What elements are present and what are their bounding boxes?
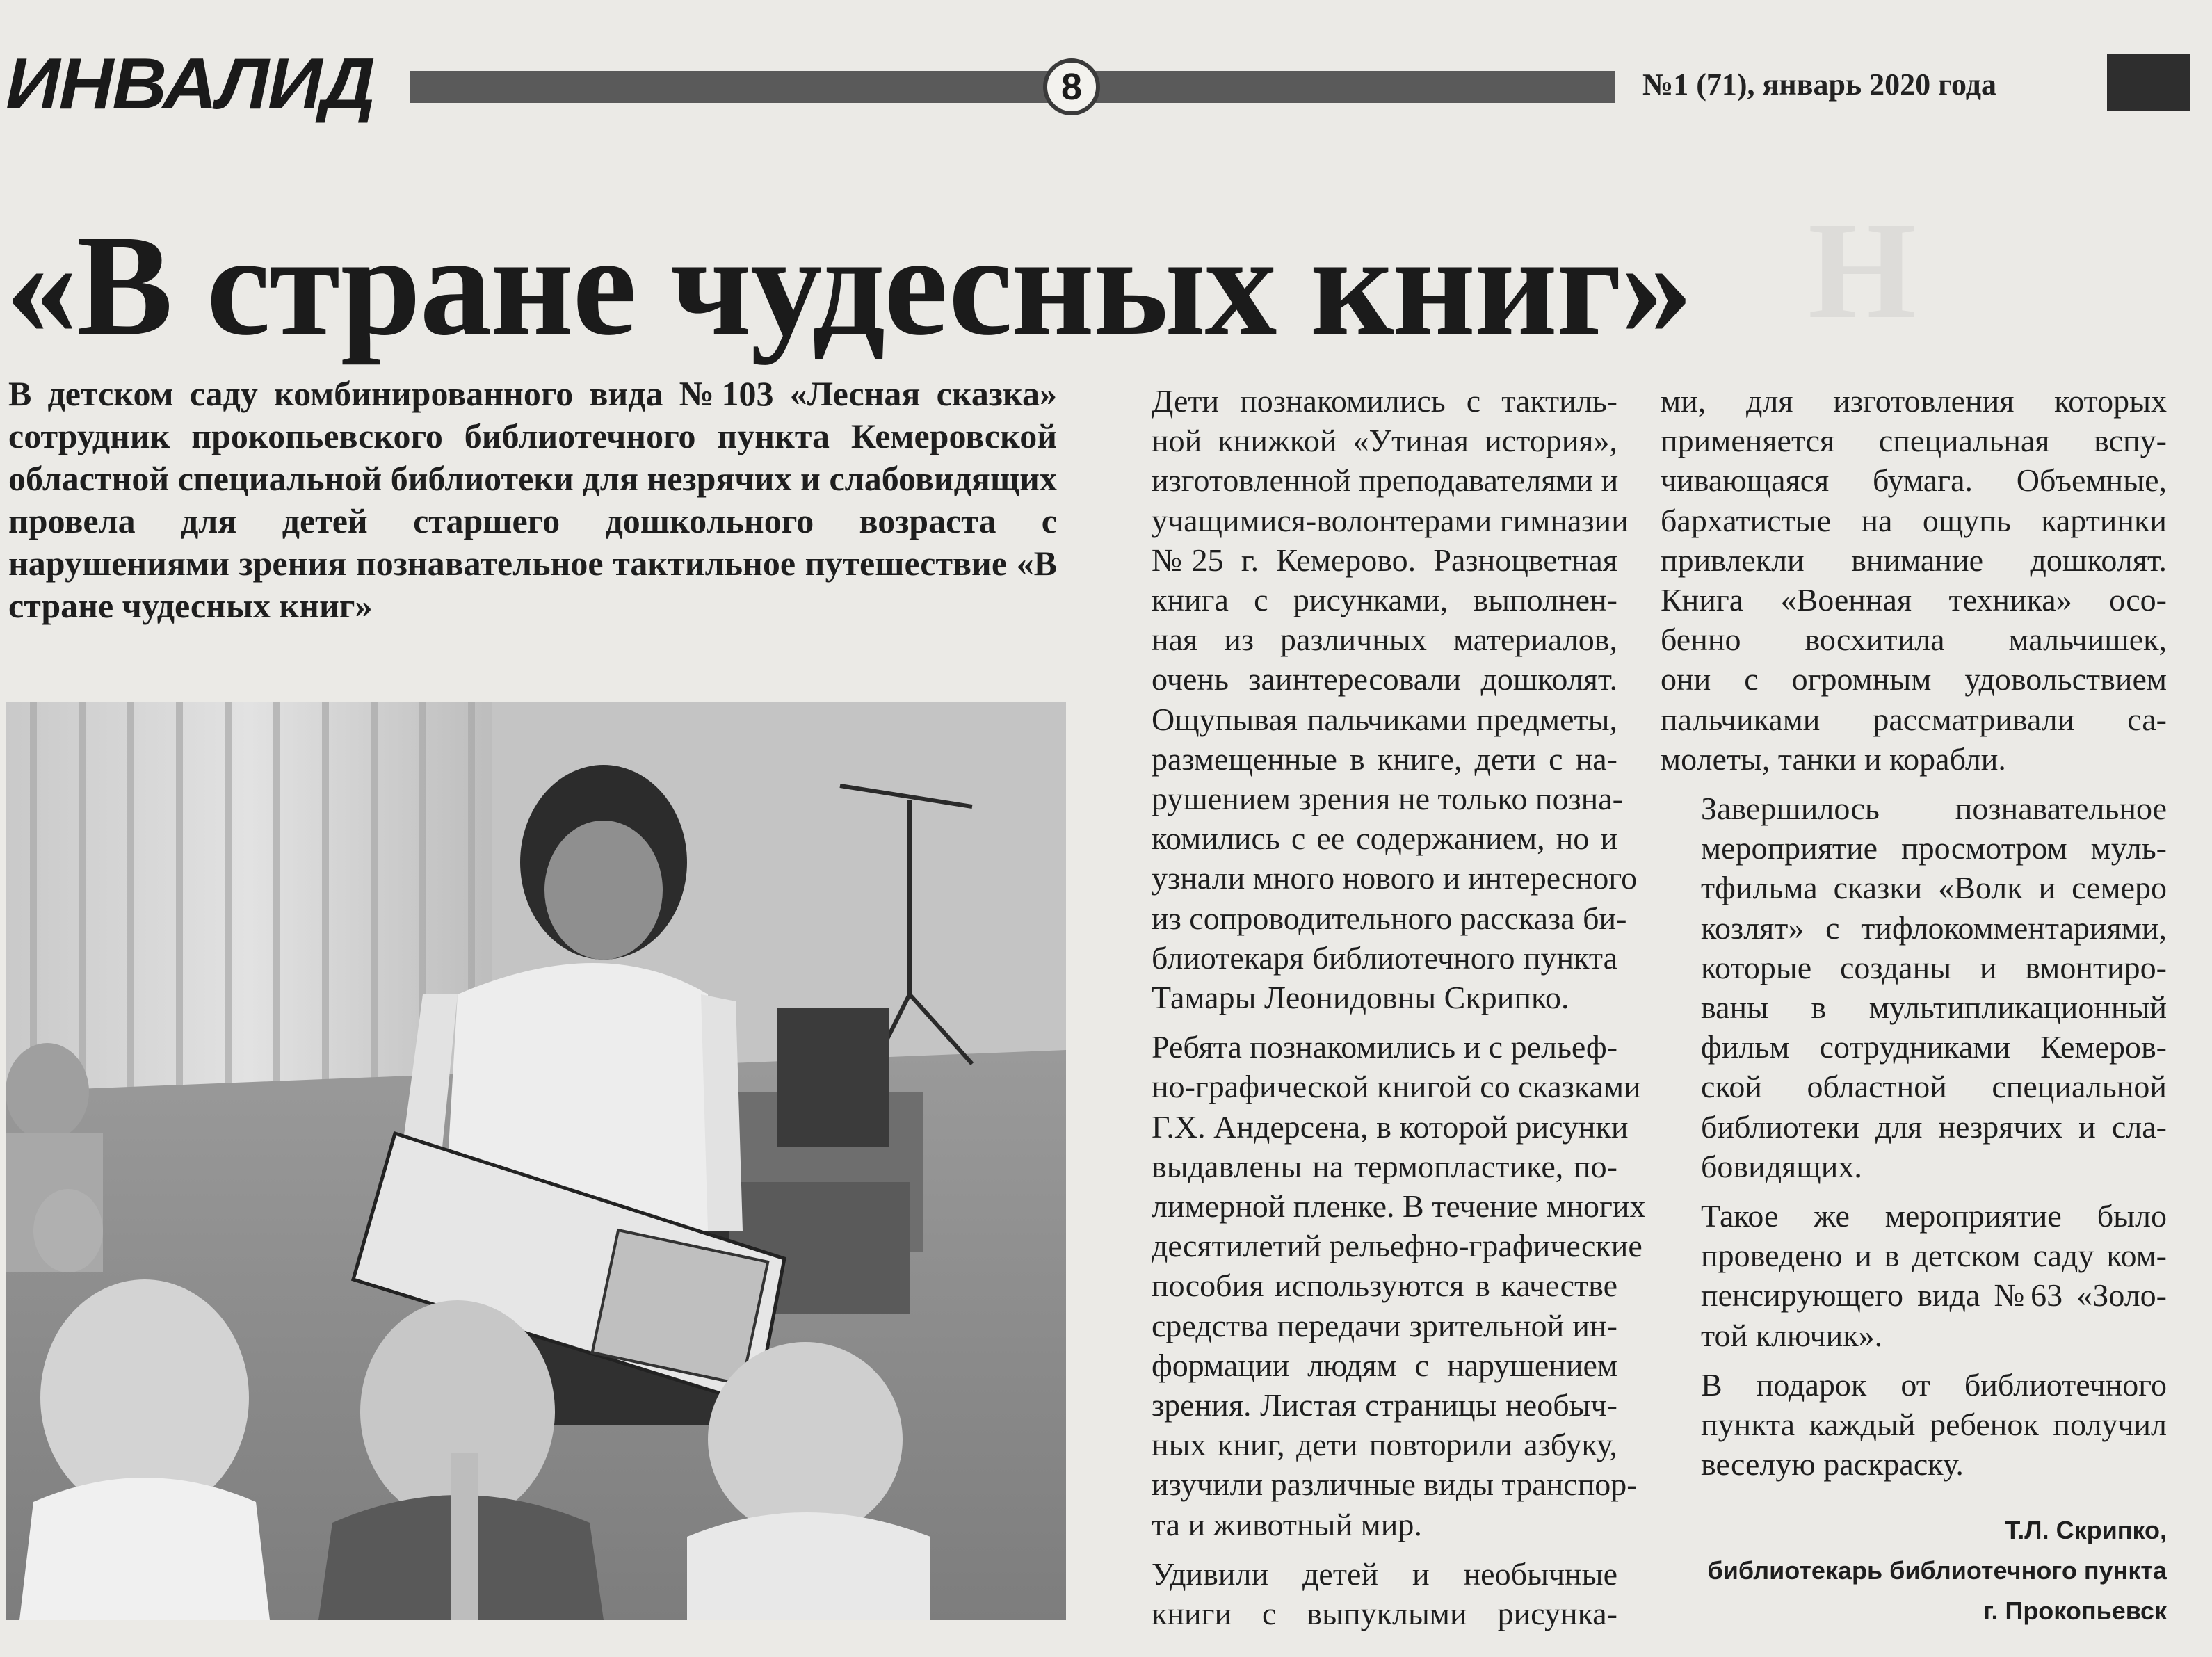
text-line: №25 г. Кемерово. Разноцветная (1152, 542, 1617, 578)
text-line: средства передачи зрительной ин- (1152, 1307, 1617, 1343)
text-line: чивающаяся бумага. Объемные, (1661, 462, 2167, 499)
text-line: лимерной пленке. В течение многих (1152, 1188, 1646, 1224)
text-line: В подарок от библиотечного (1701, 1366, 2167, 1403)
text-line: пункта каждый ребенок получил (1701, 1407, 2167, 1443)
text-line: изготовленной преподавателями и (1152, 462, 1619, 499)
text-line: Завершилось познавательное (1701, 791, 2167, 827)
article-lead: В детском саду комбинированного вида №103 «Лесная сказка» сотрудник прокопьевского библиотечного пункта Кемеровской областной специальной библиотеки для незрячих и слабовидящих провела для детей старшего дошкольного возраста с нарушениями зрения познавательное тактильное путешествие «В стране чудесных книг» (8, 374, 1057, 625)
page-number: 8 (1043, 58, 1100, 115)
article-headline: «В стране чудесных книг» (6, 205, 1692, 365)
text-line: книга с рисунками, выполнен- (1152, 582, 1617, 618)
author-position: библиотекарь библиотечного пункта (1707, 1556, 2167, 1585)
text-line: зрения. Листая страницы необыч- (1152, 1387, 1617, 1423)
text-line: десятилетий рельефно-графические (1152, 1228, 1642, 1264)
text-line: ных книг, дети повторили азбуку, (1152, 1427, 1617, 1463)
text-line: рушением зрения не только позна- (1152, 781, 1623, 817)
text-line: бархатистые на ощупь картинки (1661, 502, 2167, 538)
paragraph (1661, 1365, 2167, 1485)
text-line: изучили различные виды транспор- (1152, 1466, 1638, 1503)
text-line: фильм сотрудниками Кемеров- (1701, 1029, 2167, 1065)
text-line: блиотекаря библиотечного пункта (1152, 939, 1617, 976)
text-line: тфильма сказки «Волк и семеро (1701, 870, 2167, 906)
corner-block (2107, 54, 2190, 111)
text-line: бовидящих. (1701, 1148, 1862, 1184)
paragraph (1111, 381, 1638, 1017)
text-line: проведено и в детском саду ком- (1701, 1238, 2167, 1274)
masthead-rule (410, 71, 1615, 103)
text-line: пенсирующего вида №63 «Золо- (1701, 1277, 2167, 1314)
text-line: которые созданы и вмонтиро- (1701, 949, 2167, 985)
paragraph (1111, 1027, 1646, 1544)
text-line: размещенные в книге, дети с на- (1152, 741, 1617, 777)
article-photo (6, 702, 1066, 1620)
text-line: узнали много нового и интересного (1152, 860, 1638, 896)
article-column-1 (1111, 381, 1646, 1633)
text-line: они с огромным удовольствием (1661, 661, 2167, 697)
text-line: пальчиками рассматривали са- (1661, 701, 2167, 737)
issue-date: №1 (71), январь 2020 года (1642, 67, 1997, 102)
author-signature (1661, 1510, 2167, 1631)
author-city: г. Прокопьевск (1983, 1597, 2167, 1625)
text-line: бенно восхитила мальчишек, (1661, 622, 2167, 658)
text-line: ваны в мультипликационный (1701, 989, 2167, 1026)
newspaper-logo: ИНВАЛИД (6, 44, 375, 124)
text-line: Ощупывая пальчиками предметы, (1152, 701, 1617, 737)
text-line: Удивили детей и необычные (1152, 1555, 1617, 1592)
text-line: Ребята познакомились и с рельеф- (1152, 1029, 1618, 1065)
paragraph (1661, 1196, 2167, 1355)
text-line: той ключик». (1701, 1317, 1883, 1353)
text-line: выдавлены на термопластике, по- (1152, 1148, 1617, 1184)
text-line: но-графической книгой со сказками (1152, 1069, 1641, 1105)
paragraph (1111, 1554, 1617, 1633)
text-line: очень заинтересовали дошколят. (1152, 661, 1617, 697)
text-line: ная из различных материалов, (1152, 622, 1617, 658)
paragraph (1661, 789, 2167, 1186)
text-line: козлят» с тифлокомментариями, (1701, 910, 2167, 946)
text-line: ской областной специальной (1701, 1069, 2167, 1105)
text-line: из сопроводительного рассказа би- (1152, 900, 1627, 936)
text-line: формации людям с нарушением (1152, 1347, 1617, 1383)
text-line: Тамары Леонидовны Скрипко. (1152, 980, 1569, 1016)
text-line: та и животный мир. (1152, 1506, 1422, 1542)
text-line: пособия используются в качестве (1152, 1268, 1617, 1304)
text-line: веселую раскраску. (1701, 1446, 1964, 1482)
text-line: привлекли внимание дошколят. (1661, 542, 2167, 578)
author-name: Т.Л. Скрипко, (2005, 1516, 2167, 1544)
text-line: мероприятие просмотром муль- (1701, 830, 2167, 866)
text-line: ной книжкой «Утиная история», (1152, 423, 1617, 459)
text-line: библиотеки для незрячих и сла- (1701, 1108, 2167, 1145)
text-line: комились с ее содержанием, но и (1152, 821, 1617, 857)
text-line: Такое же мероприятие было (1701, 1198, 2167, 1234)
paragraph (1661, 381, 2167, 779)
text-line: книги с выпуклыми рисунка- (1152, 1596, 1617, 1632)
text-line: учащимися-волонтерами гимназии (1152, 502, 1629, 538)
text-line: ми, для изготовления которых (1661, 383, 2167, 419)
photo-illustration (6, 702, 1066, 1620)
text-line: Дети познакомились с тактиль- (1152, 383, 1617, 419)
bleed-through-text: Н (1808, 194, 1916, 348)
text-line: Книга «Военная техника» осо- (1661, 582, 2167, 618)
text-line: Г.Х. Андерсена, в которой рисунки (1152, 1108, 1629, 1145)
text-line: применяется специальная вспу- (1661, 423, 2167, 459)
masthead (0, 44, 2212, 124)
article-column-2 (1661, 381, 2167, 1484)
text-line: молеты, танки и корабли. (1661, 741, 2006, 777)
